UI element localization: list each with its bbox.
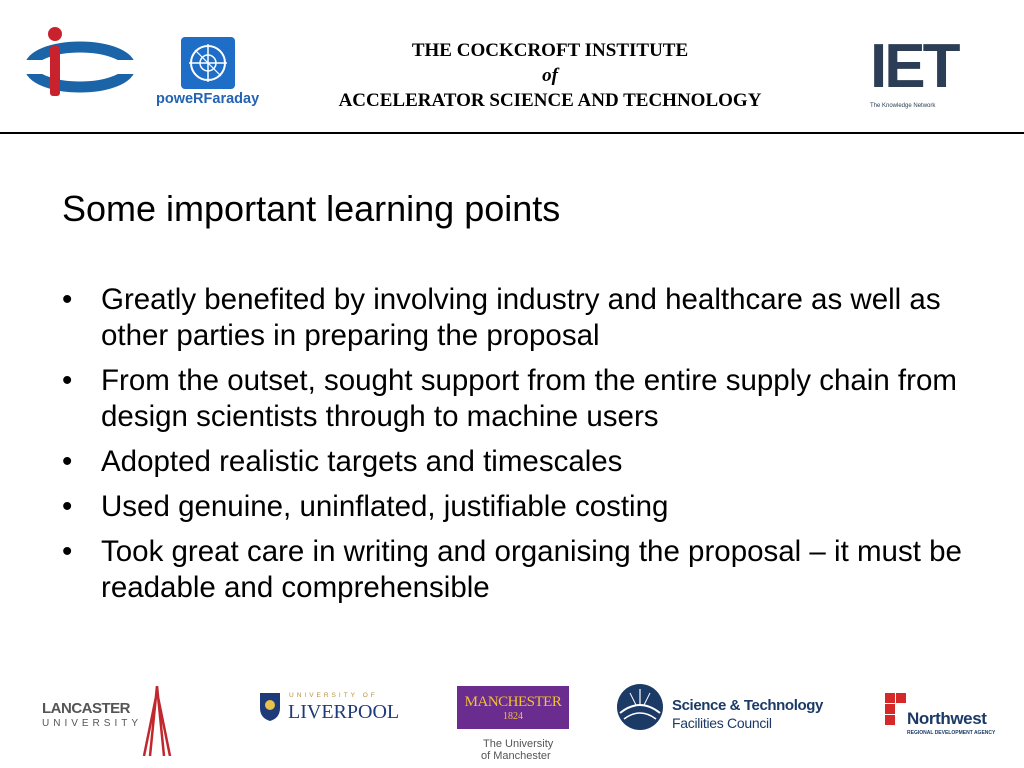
list-item — [62, 444, 962, 480]
lancaster-logo-text-2: UNIVERSITY — [42, 718, 143, 729]
bullet-icon: • — [62, 490, 73, 523]
liverpool-logo-text-2: LIVERPOOL — [288, 701, 400, 723]
slide-title: Some important learning points — [62, 188, 561, 229]
header-line-1: THE COCKCROFT INSTITUTE — [411, 40, 689, 61]
manchester-logo-text-3: The University — [483, 738, 554, 750]
list-item-text: Took great care in writing and organising the proposal – it must be readable and comprehensible — [101, 535, 962, 604]
manchester-logo-box — [457, 686, 569, 729]
iet-logo-text: IET — [870, 32, 958, 101]
liverpool-logo-text-1: UNIVERSITY OF — [289, 692, 378, 699]
list-item-text: Used genuine, uninflated, justifiable costing — [101, 490, 669, 523]
bullet-icon: • — [62, 535, 73, 568]
learning-points-list — [62, 282, 962, 615]
stfc-emblem-icon — [616, 683, 664, 731]
stfc-logo-text-2: Facilities Council — [672, 715, 772, 731]
manchester-logo-text-2: 1824 — [503, 711, 523, 722]
bullet-icon: • — [62, 445, 73, 478]
iet-logo — [870, 32, 980, 115]
liverpool-university-logo — [259, 692, 400, 726]
powerfaraday-logo-text: poweRFaraday — [156, 91, 260, 107]
northwest-logo-text-2: REGIONAL DEVELOPMENT AGENCY — [907, 730, 996, 736]
liverpool-crest-icon — [259, 692, 281, 722]
header-title — [280, 38, 820, 113]
bullet-icon: • — [62, 283, 73, 316]
northwest-logo-text-1: Northwest — [907, 709, 987, 728]
list-item-text: Greatly benefited by involving industry and healthcare as well as other parties in preparing the proposal — [101, 283, 941, 352]
lancaster-logo-text-1: LANCASTER — [42, 700, 130, 717]
stfc-logo — [616, 683, 838, 733]
manchester-logo-text-1: MANCHESTER — [464, 694, 562, 710]
header-divider — [0, 132, 1024, 134]
header-line-2: of — [542, 65, 558, 86]
lancaster-university-logo — [42, 700, 177, 765]
header-line-3: ACCELERATOR SCIENCE AND TECHNOLOGY — [338, 90, 762, 111]
list-item — [62, 534, 962, 606]
northwest-blocks-icon — [885, 693, 907, 727]
powerfaraday-logo-mark — [181, 37, 235, 89]
list-item-text: Adopted realistic targets and timescales — [101, 445, 623, 478]
lancaster-spire-icon — [138, 686, 176, 756]
cockcroft-institute-logo — [24, 22, 140, 102]
list-item — [62, 282, 962, 354]
list-item — [62, 489, 962, 525]
stfc-logo-text-1: Science & Technology — [672, 697, 823, 714]
list-item — [62, 363, 962, 435]
manchester-university-logo — [457, 686, 569, 764]
northwest-rda-logo — [885, 693, 995, 741]
manchester-logo-text-4: of Manchester — [481, 750, 551, 762]
bullet-icon: • — [62, 364, 73, 397]
list-item-text: From the outset, sought support from the entire supply chain from design scientists through to machine users — [101, 364, 957, 433]
iet-tagline: The Knowledge Network — [870, 103, 936, 109]
